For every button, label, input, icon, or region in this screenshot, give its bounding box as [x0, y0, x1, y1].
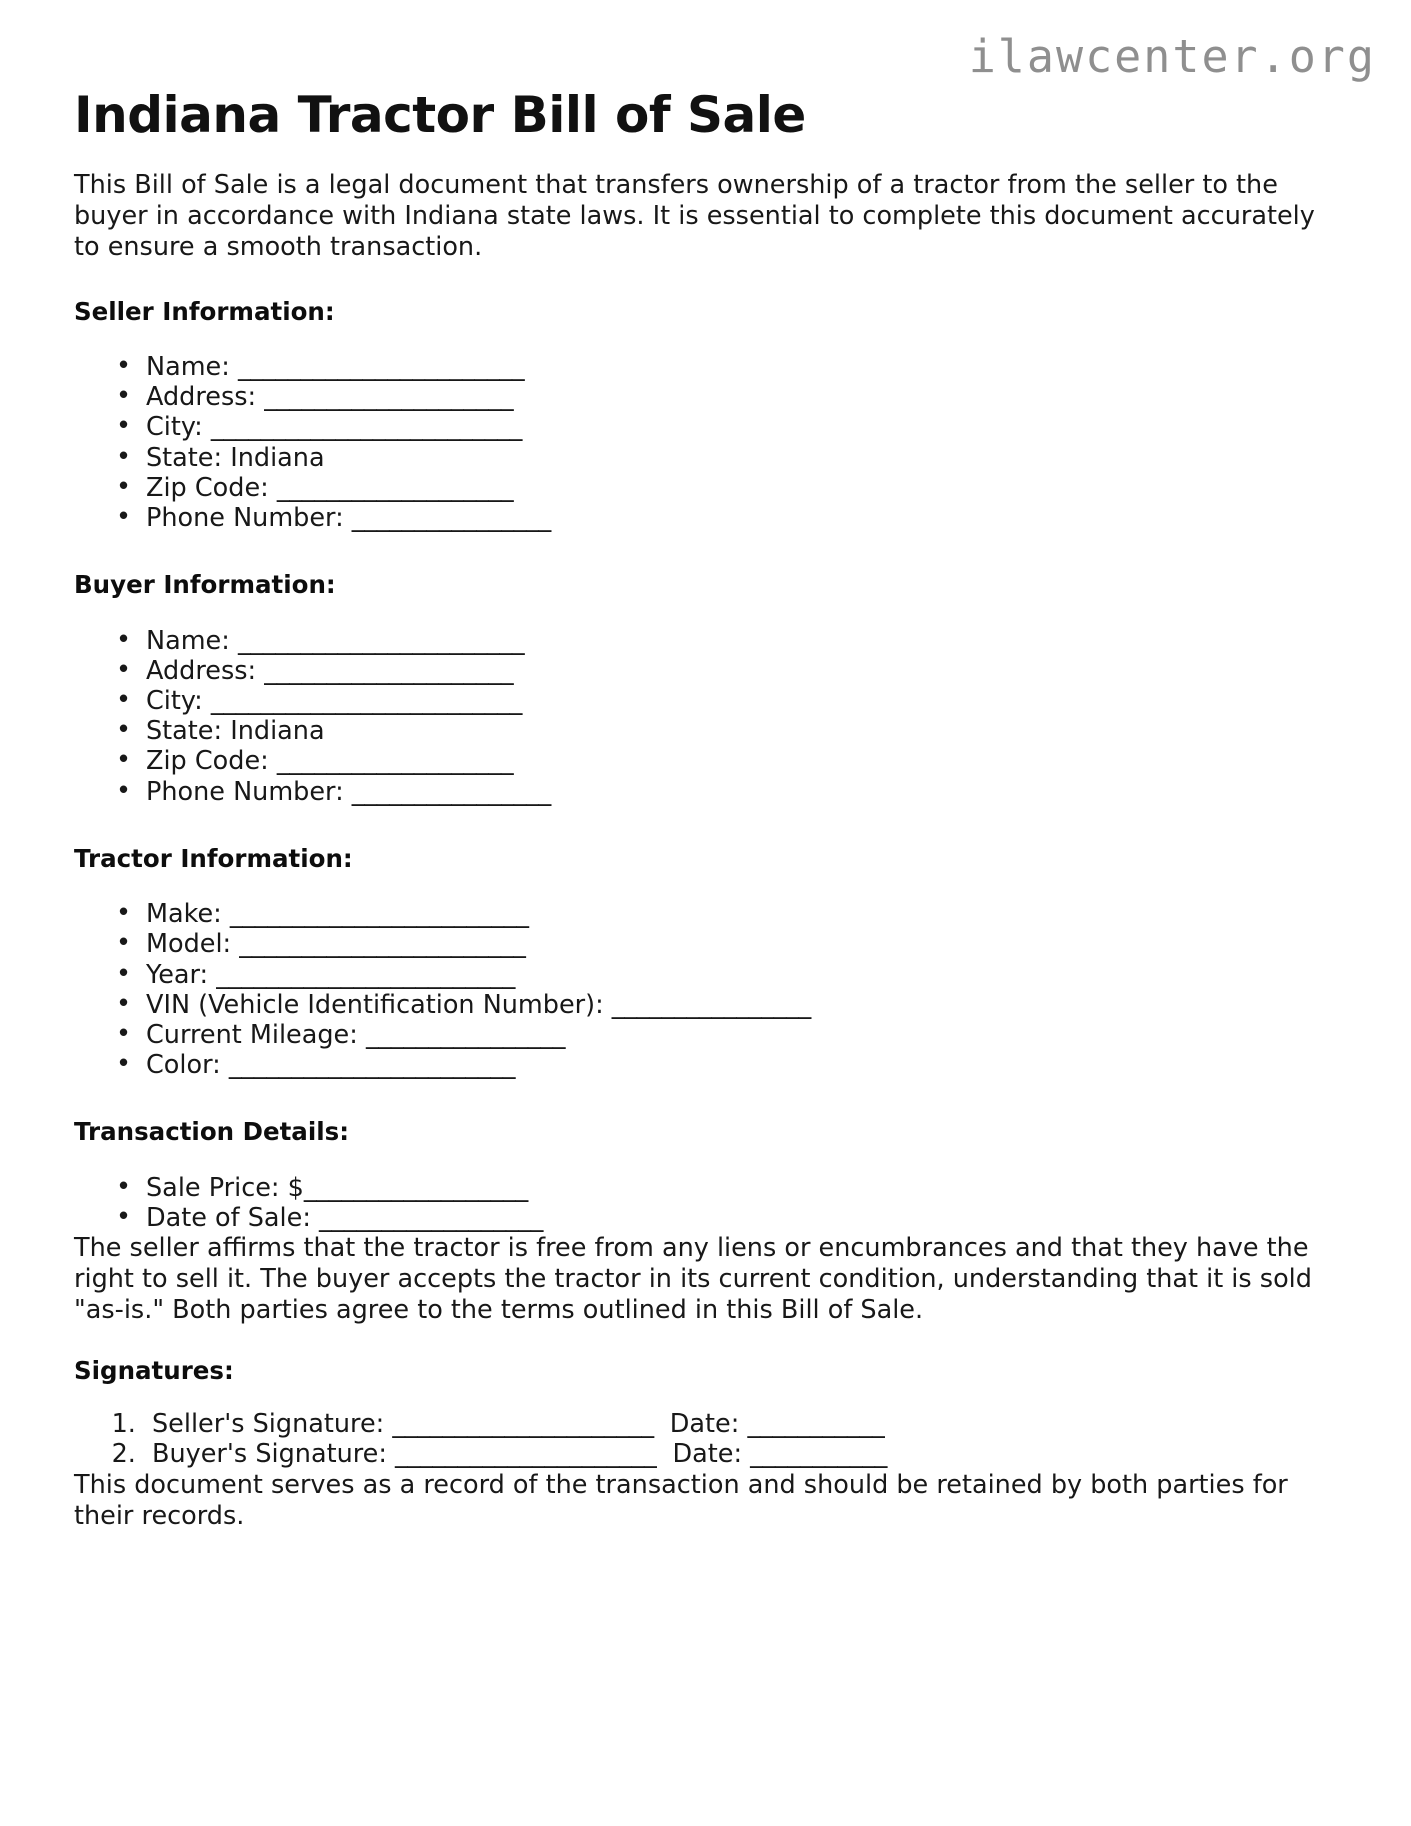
field-blank[interactable]: ________________________ [229, 899, 529, 930]
field-blank[interactable]: ________________ [351, 502, 551, 533]
buyer-information-heading: Buyer Information: [74, 570, 336, 600]
field-blank[interactable]: ________________ [611, 989, 811, 1020]
signatures-heading: Signatures: [74, 1355, 234, 1385]
field-label: Current Mileage: [146, 1019, 358, 1050]
field-blank[interactable]: ________________ [351, 776, 551, 807]
field-label: Date of Sale: [146, 1202, 311, 1233]
list-item [116, 656, 1336, 686]
tractor-field-list [74, 899, 1336, 1080]
list-item [116, 686, 1336, 716]
signature-label: Seller's Signature: [152, 1409, 385, 1440]
date-label: Date: [672, 1439, 743, 1470]
field-blank[interactable]: ________________ [365, 1019, 566, 1050]
buyer-field-list [74, 626, 1336, 807]
site-watermark: ilawcenter.org [968, 30, 1376, 83]
field-label: State: [146, 716, 223, 747]
spacer [74, 807, 1336, 844]
field-blank[interactable]: _________________________ [210, 412, 523, 443]
list-item [116, 746, 1336, 776]
field-blank[interactable]: ____________________ [264, 382, 514, 413]
document-body [74, 170, 1336, 1531]
field-label: Color: [146, 1050, 221, 1081]
list-item [116, 352, 1336, 382]
field-blank[interactable]: ___________________ [276, 472, 514, 503]
seller-information-heading: Seller Information: [74, 296, 335, 326]
list-item [116, 503, 1336, 533]
affirmation-paragraph: The seller affirms that the tractor is free from any liens or encumbrances and that they have the right to sell it. The buyer accepts the tractor in its current condition, understanding that it is sold "as-is." Both parties agree to the terms outlined in this Bill of Sale. [74, 1233, 1312, 1325]
list-item [116, 1203, 1336, 1233]
field-label: Name: [146, 625, 230, 656]
field-blank[interactable]: _______________________ [239, 929, 526, 960]
signature-label: Buyer's Signature: [152, 1439, 387, 1470]
date-label: Date: [669, 1409, 740, 1440]
field-label: State: [146, 442, 223, 473]
signature-blank[interactable]: _____________________ [395, 1439, 657, 1470]
spacer [74, 533, 1336, 570]
field-blank[interactable]: _______________________ [228, 1050, 516, 1081]
field-label: City: [146, 412, 203, 443]
page-title: Indiana Tractor Bill of Sale [74, 86, 806, 144]
field-blank[interactable]: __________________ [319, 1202, 544, 1233]
field-blank[interactable]: _________________________ [210, 685, 523, 716]
date-blank[interactable]: ___________ [750, 1439, 888, 1470]
list-item [116, 1173, 1336, 1203]
field-value: Indiana [222, 442, 325, 473]
list-item [116, 1020, 1336, 1050]
seller-field-list [74, 352, 1336, 533]
field-label: Zip Code: [146, 472, 269, 503]
list-item [116, 443, 1336, 473]
field-label: Phone Number: [146, 776, 344, 807]
list-item [116, 990, 1336, 1020]
list-item [116, 1050, 1336, 1080]
signature-list [74, 1409, 1336, 1470]
list-item [144, 1409, 1336, 1439]
field-label: Make: [146, 899, 222, 930]
list-item [116, 716, 1336, 746]
field-blank[interactable]: ___________________ [276, 746, 514, 777]
field-value: Indiana [222, 716, 325, 747]
signature-blank[interactable]: _____________________ [392, 1409, 654, 1440]
list-item [116, 382, 1336, 412]
field-label: Address: [146, 655, 257, 686]
field-label: Sale Price: $ [146, 1172, 304, 1203]
field-blank[interactable]: ____________________ [264, 655, 514, 686]
intro-paragraph: This Bill of Sale is a legal document that transfers ownership of a tractor from the seller to the buyer in accordance with Indiana state laws. It is essential to complete this document accurately to ensure a smooth transaction. [74, 170, 1315, 262]
field-blank[interactable]: _______________________ [237, 351, 525, 382]
date-blank[interactable]: ___________ [747, 1409, 885, 1440]
list-item [116, 626, 1336, 656]
list-item [144, 1439, 1336, 1469]
field-blank[interactable]: _______________________ [237, 625, 525, 656]
list-item [116, 929, 1336, 959]
spacer [74, 1080, 1336, 1117]
field-label: Zip Code: [146, 746, 269, 777]
field-label: Address: [146, 382, 257, 413]
spacer [74, 1326, 1336, 1356]
field-blank[interactable]: ________________________ [216, 959, 516, 990]
field-label: Name: [146, 351, 230, 382]
field-blank[interactable]: __________________ [303, 1172, 528, 1203]
list-item [116, 473, 1336, 503]
closing-paragraph: This document serves as a record of the transaction and should be retained by both parties for their records. [74, 1469, 1288, 1531]
list-item [116, 960, 1336, 990]
field-label: VIN (Vehicle Identification Number): [146, 989, 604, 1020]
list-item [116, 777, 1336, 807]
transaction-field-list [74, 1173, 1336, 1233]
list-item [116, 412, 1336, 442]
field-label: Phone Number: [146, 502, 344, 533]
field-label: City: [146, 685, 203, 716]
list-item [116, 899, 1336, 929]
field-label: Model: [146, 929, 232, 960]
tractor-information-heading: Tractor Information: [74, 843, 353, 873]
transaction-details-heading: Transaction Details: [74, 1117, 350, 1147]
field-label: Year: [146, 959, 209, 990]
